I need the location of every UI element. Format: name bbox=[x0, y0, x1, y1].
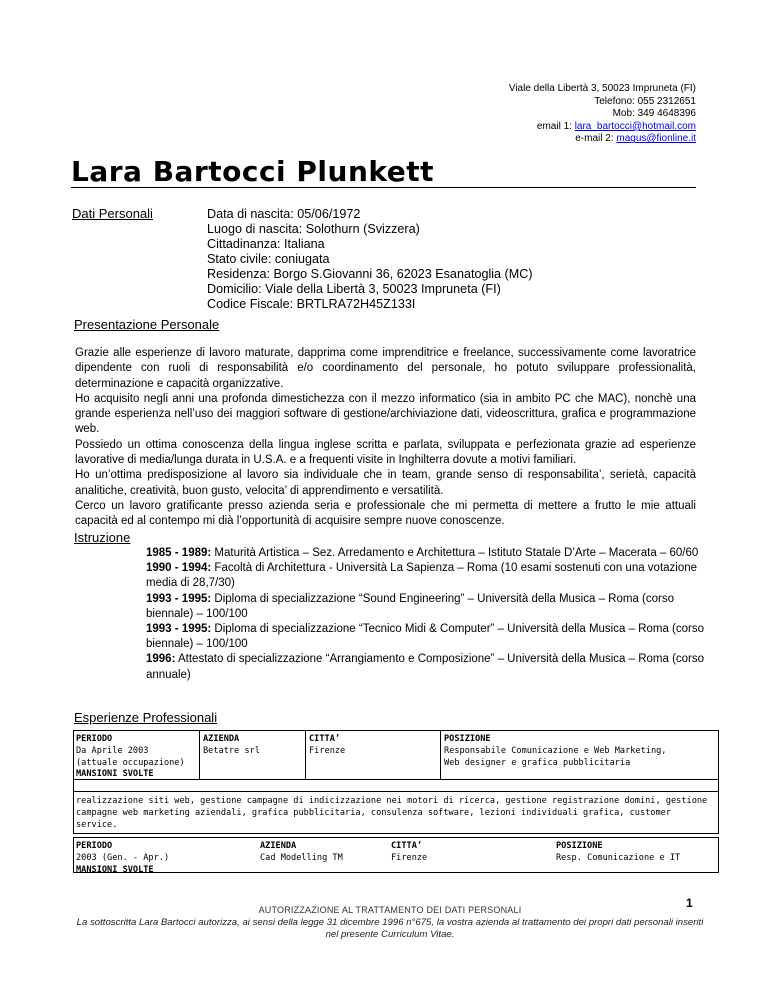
section-title-istruzione: Istruzione bbox=[74, 530, 131, 545]
section-title-presentazione: Presentazione Personale bbox=[74, 317, 220, 332]
personal-data-list bbox=[207, 207, 533, 312]
azienda-value: Cad Modelling TM bbox=[260, 853, 343, 863]
azienda-label: AZIENDA bbox=[203, 734, 240, 744]
contact-email1-row bbox=[509, 121, 696, 134]
presentation-paragraph: Ho acquisito negli anni una profonda dimestichezza con il mezzo informatico (sia in ambito PC che MAC), nonchè una grande esperienza nell’uso dei maggiori software di gestione/archiviazione dati, videoscrittura, grafica e programmazione web. bbox=[75, 392, 696, 436]
personal-data-item: Luogo di nascita: Solothurn (Svizzera) bbox=[207, 222, 420, 236]
email2-link[interactable]: magus@fionline.it bbox=[616, 133, 696, 145]
personal-data-item: Residenza: Borgo S.Giovanni 36, 62023 Esanatoglia (MC) bbox=[207, 267, 533, 281]
periodo-label: PERIODO bbox=[76, 734, 113, 744]
citta-label: CITTA’ bbox=[391, 841, 423, 851]
education-text: Attestato di specializzazione “Arrangiamento e Composizione” – Università della Musica – Roma (corso annuale) bbox=[146, 653, 705, 681]
periodo-label: PERIODO bbox=[76, 841, 113, 851]
personal-data-item: Cittadinanza: Italiana bbox=[207, 237, 325, 251]
education-text: Facoltà di Architettura - Università La Sapienza – Roma (10 esami sostenuti con una votazione media di 28,7/30) bbox=[146, 562, 698, 590]
citta-value: Firenze bbox=[391, 853, 428, 863]
periodo-value: 2003 (Gen. - Apr.) bbox=[76, 853, 170, 863]
email1-link[interactable]: lara_bartocci@hotmail.com bbox=[574, 120, 696, 132]
column-divider bbox=[440, 731, 441, 779]
posizione-label: POSIZIONE bbox=[444, 734, 491, 744]
personal-data-item: Codice Fiscale: BRTLRA72H45Z133I bbox=[207, 297, 416, 311]
education-item bbox=[146, 652, 706, 682]
presentation-paragraph: Ho un’ottima predisposizione al lavoro sia individuale che in team, grande senso di responsabilita’, serietà, capacità analitiche, creatività, buon gusto, velocita’ di apprendimento e versatilità. bbox=[75, 469, 696, 497]
contact-mobile: Mob: 349 4648396 bbox=[612, 108, 696, 120]
education-text: Diploma di specializzazione “Tecnico Midi & Computer” – Università della Musica – Roma (corso biennale) – 100/100 bbox=[146, 623, 704, 651]
education-item bbox=[146, 561, 706, 591]
contact-address: Viale della Libertà 3, 50023 Impruneta (FI) bbox=[508, 83, 696, 94]
mansioni-label: MANSIONI SVOLTE bbox=[76, 769, 154, 779]
person-name: Lara Bartocci Plunkett bbox=[71, 155, 435, 188]
presentation-paragraph: Grazie alle esperienze di lavoro maturate, dapprima come imprenditrice e freelance, successivamente come lavoratrice dipendente con ruoli di responsabilità e/o coordinamento del personale, ho potuto sviluppare professionalità, determinazione e capacità organizzative. bbox=[75, 347, 696, 390]
personal-data-item: Data di nascita: 05/06/1972 bbox=[207, 207, 361, 221]
education-years: 1993 - 1995: bbox=[146, 592, 212, 605]
periodo-value: Da Aprile 2003 bbox=[76, 746, 149, 756]
posizione-value: Responsabile Comunicazione e Web Marketing, bbox=[444, 746, 667, 756]
row-divider bbox=[74, 779, 718, 780]
presentation-text bbox=[75, 346, 696, 530]
azienda-value: Betatre srl bbox=[203, 746, 260, 756]
job-table bbox=[73, 730, 719, 834]
section-title-esperienze: Esperienze Professionali bbox=[74, 710, 218, 725]
citta-cell bbox=[309, 733, 345, 757]
citta-cell bbox=[391, 840, 427, 864]
posizione-label: POSIZIONE bbox=[556, 841, 603, 851]
periodo-cell bbox=[76, 733, 185, 769]
privacy-text: La sottoscritta Lara Bartocci autorizza, ai sensi della legge 31 dicembre 1996 n°675, la vostra azienda al trattamento dei propri dati personali inseriti nel presente Curriculum Vitae. bbox=[76, 917, 704, 940]
posizione-cell bbox=[444, 733, 666, 769]
periodo-cell bbox=[76, 840, 169, 864]
posizione-value: Web designer e grafica pubblicitaria bbox=[444, 758, 631, 768]
email1-label: email 1: bbox=[536, 120, 575, 132]
row-divider bbox=[74, 791, 718, 792]
personal-data-item: Domicilio: Viale della Libertà 3, 50023 Impruneta (FI) bbox=[207, 282, 501, 296]
presentation-paragraph: Cerco un lavoro gratificante presso azienda seria e professionale che mi permetta di mettere a frutto le mie attuali capacità ed al contempo mi dià l’opportunità di acquisire sempre nuove conoscenze. bbox=[75, 499, 696, 528]
contact-block bbox=[509, 83, 696, 146]
posizione-cell bbox=[556, 840, 680, 864]
education-years: 1996: bbox=[146, 653, 176, 666]
education-years: 1990 - 1994: bbox=[146, 562, 212, 575]
azienda-label: AZIENDA bbox=[260, 841, 297, 851]
contact-phone: Telefono: 055 2312651 bbox=[594, 95, 696, 107]
mansioni-text: realizzazione siti web, gestione campagne di indicizzazione nei motori di ricerca, gestione registrazione domini, gestione campagne web marketing aziendali, grafica pubblicitaria, consulenza software, lezioni individuali grafica, customer service. bbox=[76, 796, 708, 830]
contact-email2-row bbox=[509, 133, 696, 146]
column-divider bbox=[305, 731, 306, 779]
azienda-cell bbox=[203, 733, 260, 757]
periodo-value: (attuale occupazione) bbox=[76, 758, 185, 768]
email2-label: e-mail 2: bbox=[575, 133, 617, 145]
job-table bbox=[73, 837, 719, 873]
personal-data-item: Stato civile: coniugata bbox=[207, 252, 330, 266]
education-years: 1985 - 1989: bbox=[146, 547, 212, 559]
page-number: 1 bbox=[686, 896, 693, 910]
privacy-title: AUTORIZZAZIONE AL TRATTAMENTO DEI DATI PERSONALI bbox=[258, 905, 522, 915]
citta-value: Firenze bbox=[309, 746, 346, 756]
privacy-footer bbox=[70, 905, 710, 941]
citta-label: CITTA’ bbox=[309, 734, 341, 744]
education-item bbox=[146, 592, 706, 622]
education-item bbox=[146, 622, 706, 652]
education-item bbox=[146, 546, 706, 561]
section-title-dati-personali: Dati Personali bbox=[72, 206, 153, 221]
education-list bbox=[146, 546, 706, 683]
mansioni-label: MANSIONI SVOLTE bbox=[76, 865, 154, 875]
posizione-value: Resp. Comunicazione e IT bbox=[556, 853, 681, 863]
education-years: 1993 - 1995: bbox=[146, 623, 212, 636]
education-text: Diploma di specializzazione “Sound Engineering” – Università della Musica – Roma (corso biennale) – 100/100 bbox=[146, 592, 674, 620]
education-text: Maturità Artistica – Sez. Arredamento e Architettura – Istituto Statale D’Arte – Macerata – 60/60 bbox=[211, 547, 699, 559]
azienda-cell bbox=[260, 840, 343, 864]
column-divider bbox=[199, 731, 200, 779]
name-divider bbox=[71, 187, 696, 188]
presentation-paragraph: Possiedo un ottima conoscenza della lingua inglese scritta e parlata, sviluppata e perfezionata grazie ad esperienze lavorative di media/lunga durata in U.S.A. e a frequenti visite in Inghilterra dovute a motivi familiari. bbox=[75, 438, 696, 467]
